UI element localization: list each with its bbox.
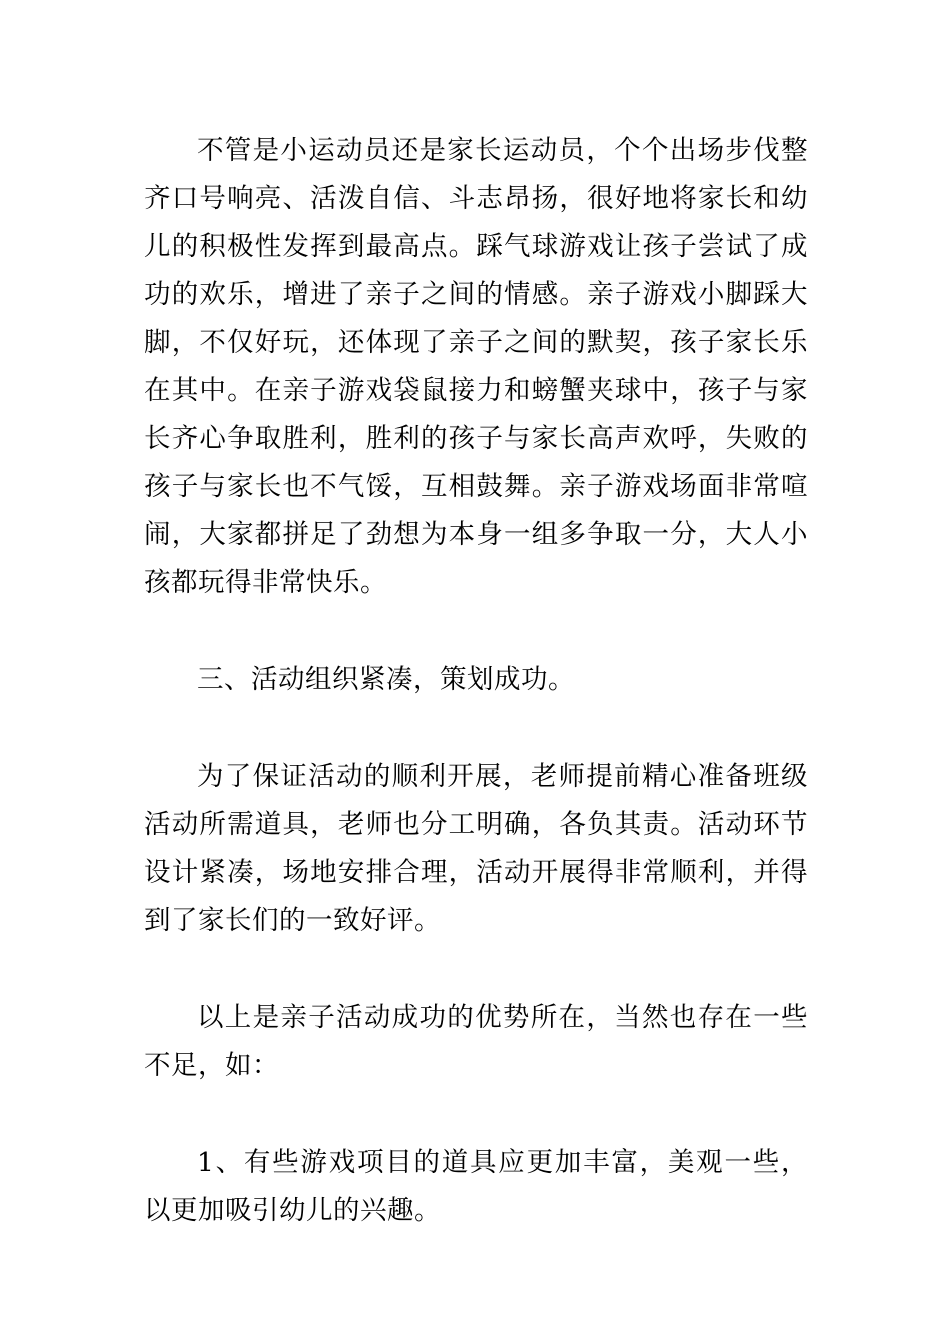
document-body <box>144 127 808 1235</box>
list-item-one: 1、有些游戏项目的道具应更加丰富，美观一些，以更加吸引幼儿的兴趣。 <box>144 1147 808 1226</box>
paragraph-shortcomings-intro: 以上是亲子活动成功的优势所在，当然也存在一些不足，如： <box>144 1002 808 1081</box>
paragraph-preparation: 为了保证活动的顺利开展，老师提前精心准备班级活动所需道具，老师也分工明确，各负其责。活动环节设计紧凑，场地安排合理，活动开展得非常顺利，并得到了家长们的一致好评。 <box>144 761 808 936</box>
paragraph-parent-child-games: 不管是小运动员还是家长运动员，个个出场步伐整齐口号响亮、活泼自信、斗志昂扬，很好地将家长和幼儿的积极性发挥到最高点。踩气球游戏让孩子尝试了成功的欢乐，增进了亲子之间的情感。亲子游戏小脚踩大脚，不仅好玩，还体现了亲子之间的默契，孩子家长乐在其中。在亲子游戏袋鼠接力和螃蟹夹球中，孩子与家长齐心争取胜利，胜利的孩子与家长高声欢呼，失败的孩子与家长也不气馁，互相鼓舞。亲子游戏场面非常喧闹，大家都拼足了劲想为本身一组多争取一分，大人小孩都玩得非常快乐。 <box>144 135 808 598</box>
section-heading-three: 三、活动组织紧凑，策划成功。 <box>197 664 575 695</box>
